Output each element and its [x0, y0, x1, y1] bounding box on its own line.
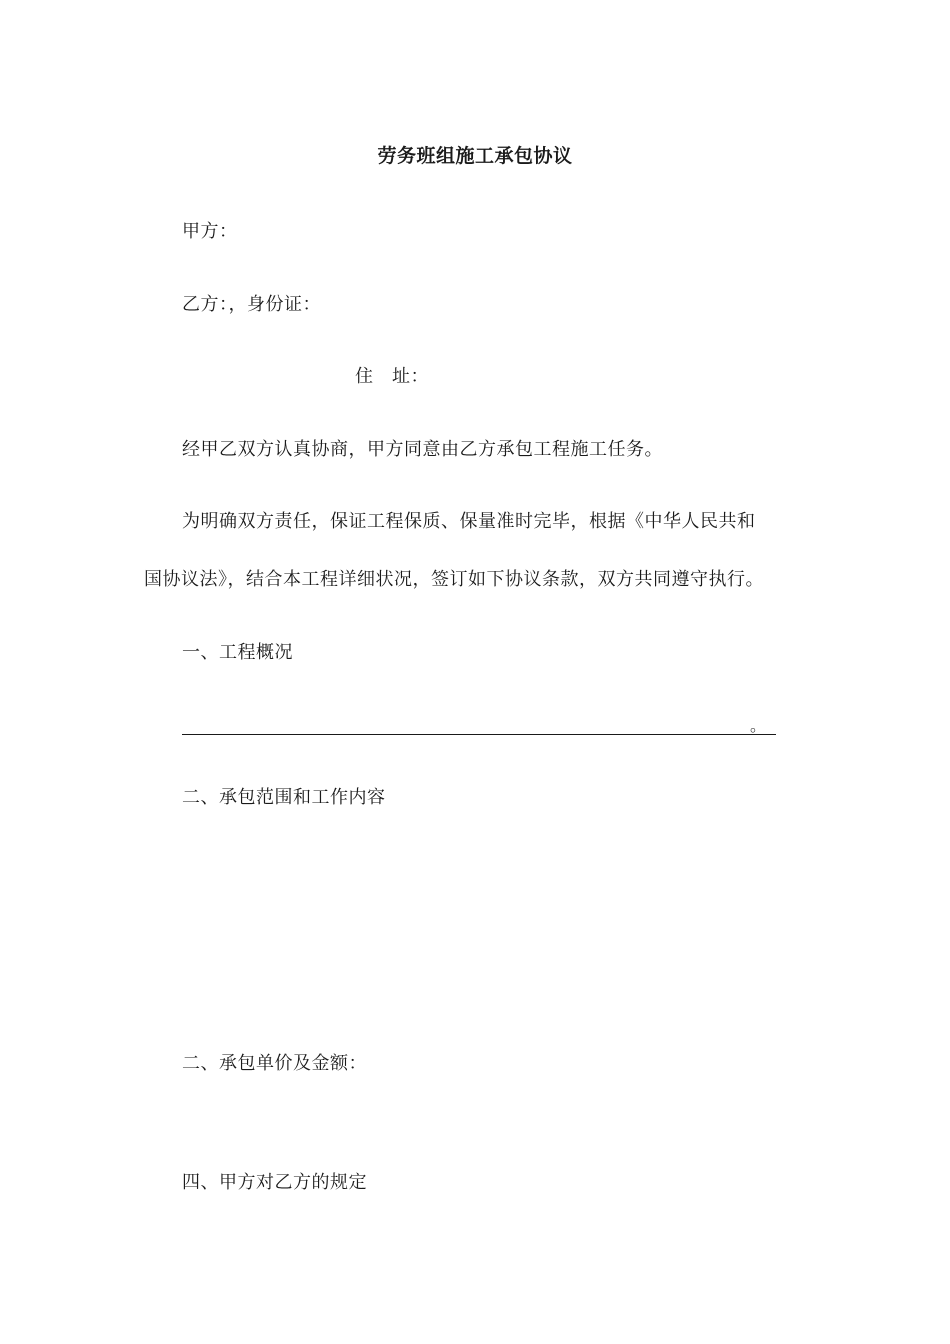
blank-end-mark: 。	[749, 716, 766, 735]
purpose-paragraph-line-2: 国协议法》，结合本工程详细状况，签订如下协议条款，双方共同遵守执行。	[144, 569, 764, 590]
section-2-heading: 二、承包范围和工作内容	[182, 787, 386, 808]
party-b-line: 乙方：，身份证：	[182, 294, 321, 315]
purpose-paragraph-line-1: 为明确双方责任，保证工程保质、保量准时完毕，根据《中华人民共和	[182, 511, 756, 532]
intro-paragraph: 经甲乙双方认真协商，甲方同意由乙方承包工程施工任务。	[182, 439, 663, 460]
document-title: 劳务班组施工承包协议	[377, 145, 573, 167]
section-1-heading: 一、工程概况	[182, 642, 293, 663]
section-4-heading: 四、甲方对乙方的规定	[182, 1172, 367, 1193]
project-overview-blank	[182, 714, 776, 735]
address-line: 住 址：	[355, 366, 429, 387]
party-a-line: 甲方：	[182, 221, 238, 242]
section-3-heading: 二、承包单价及金额：	[182, 1053, 367, 1074]
